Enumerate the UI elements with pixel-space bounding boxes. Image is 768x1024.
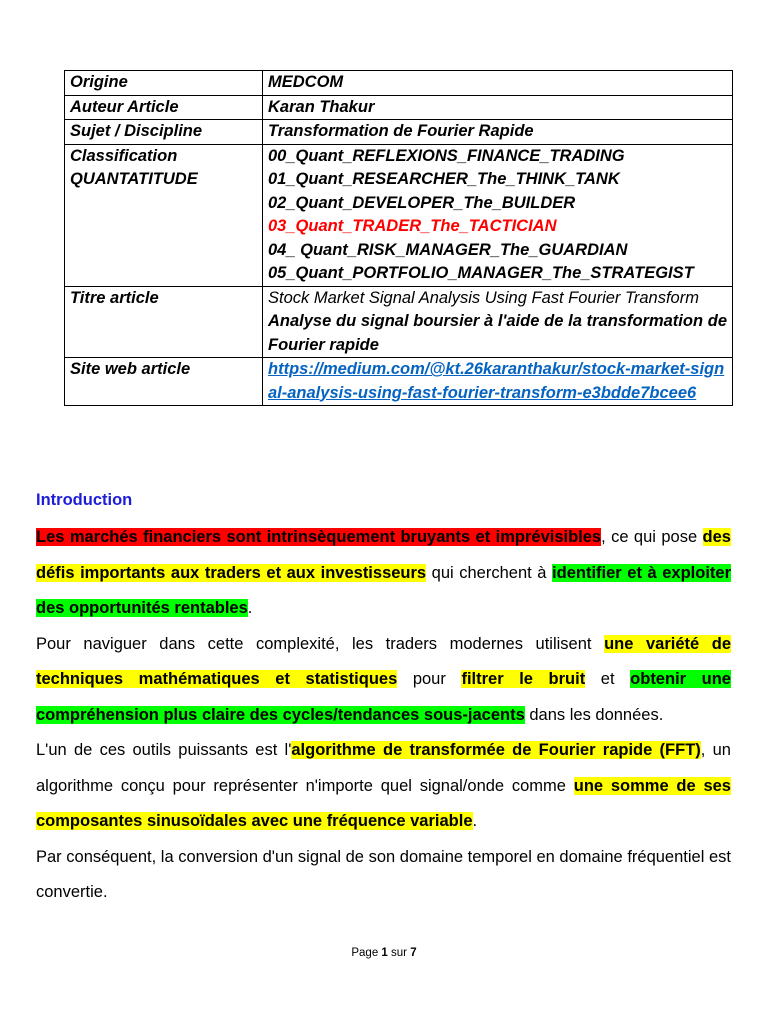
text-run: L'un de ces outils puissants est l'	[36, 741, 292, 759]
titre-cell	[263, 286, 733, 358]
classification-list	[263, 144, 733, 286]
origine-label: Origine	[65, 71, 263, 96]
paragraph-2	[36, 627, 731, 734]
classification-item: 04_ Quant_RISK_MANAGER_The_GUARDIAN	[268, 240, 628, 259]
auteur-label: Auteur Article	[65, 95, 263, 120]
quantatitude-label: QUANTATITUDE	[70, 170, 198, 188]
highlight-yellow: algorithme de transformée de Fourier rapide (FFT)	[291, 741, 701, 759]
page-total: 7	[410, 947, 417, 959]
classification-item: 05_Quant_PORTFOLIO_MANAGER_The_STRATEGIST	[268, 264, 694, 282]
article-metadata-table	[64, 70, 733, 406]
text-run: pour	[397, 670, 462, 688]
table-row	[65, 95, 733, 120]
site-cell	[263, 358, 733, 406]
table-row	[65, 144, 733, 286]
classification-item: 01_Quant_RESEARCHER_The_THINK_TANK	[268, 170, 620, 188]
site-label: Site web article	[65, 358, 263, 406]
sur-word: sur	[391, 947, 408, 959]
sujet-value: Transformation de Fourier Rapide	[263, 120, 733, 145]
classification-item: 00_Quant_REFLEXIONS_FINANCE_TRADING	[268, 146, 625, 165]
body-text	[36, 520, 731, 911]
paragraph-3	[36, 733, 731, 840]
text-run: dans les données.	[524, 705, 664, 724]
classification-item: 02_Quant_DEVELOPER_The_BUILDER	[268, 193, 576, 212]
text-run: , ce qui pose	[601, 528, 703, 546]
page-footer	[0, 947, 768, 959]
highlight-yellow: une variété de techniques mathématiques et statistiques	[36, 634, 732, 688]
highlight-yellow: des défis importants aux traders et aux investisseurs	[36, 528, 731, 582]
text-run: qui cherchent à	[426, 563, 553, 582]
titre-label: Titre article	[65, 286, 263, 358]
classification-item-selected: 03_Quant_TRADER_The_TACTICIAN	[268, 217, 557, 235]
highlight-red: Les marchés financiers sont intrinsèquement bruyants et imprévisibles	[36, 528, 602, 546]
highlight-green: obtenir une compréhension plus claire des cycles/tendances sous-jacents	[36, 670, 731, 724]
origine-value: MEDCOM	[263, 71, 733, 96]
highlight-yellow: une somme de ses composantes sinusoïdales avec une fréquence variable	[36, 776, 731, 830]
title-english: Stock Market Signal Analysis Using Fast Fourier Transform	[268, 288, 699, 307]
text-run: .	[247, 599, 253, 617]
highlight-green: identifier et à exploiter des opportunités rentables	[36, 563, 732, 617]
text-run: , un algorithme conçu pour représenter n'importe quel signal/onde comme	[36, 741, 731, 795]
paragraph-4: Par conséquent, la conversion d'un signal de son domaine temporel en domaine fréquentiel est convertie.	[36, 847, 731, 901]
table-row	[65, 358, 733, 406]
text-run: et	[585, 670, 631, 688]
classification-label: Classification	[70, 146, 178, 165]
table-row	[65, 286, 733, 358]
introduction-heading: Introduction	[36, 491, 133, 509]
classification-label-cell	[65, 144, 263, 286]
auteur-value: Karan Thakur	[263, 95, 733, 120]
text-run: .	[472, 812, 478, 830]
article-link[interactable]: https://medium.com/@kt.26karanthakur/stock-market-signal-analysis-using-fast-fourier-transform-e3bdde7bcee6	[268, 360, 725, 402]
title-french: Analyse du signal boursier à l'aide de la transformation de Fourier rapide	[268, 312, 727, 354]
table-row	[65, 120, 733, 145]
text-run: Pour naviguer dans cette complexité, les traders modernes utilisent	[36, 634, 605, 653]
table-row	[65, 71, 733, 96]
paragraph-1	[36, 520, 731, 627]
sujet-label: Sujet / Discipline	[65, 120, 263, 145]
page-number: 1	[381, 947, 388, 959]
page-word: Page	[351, 947, 379, 959]
highlight-yellow: filtrer le bruit	[461, 670, 586, 688]
